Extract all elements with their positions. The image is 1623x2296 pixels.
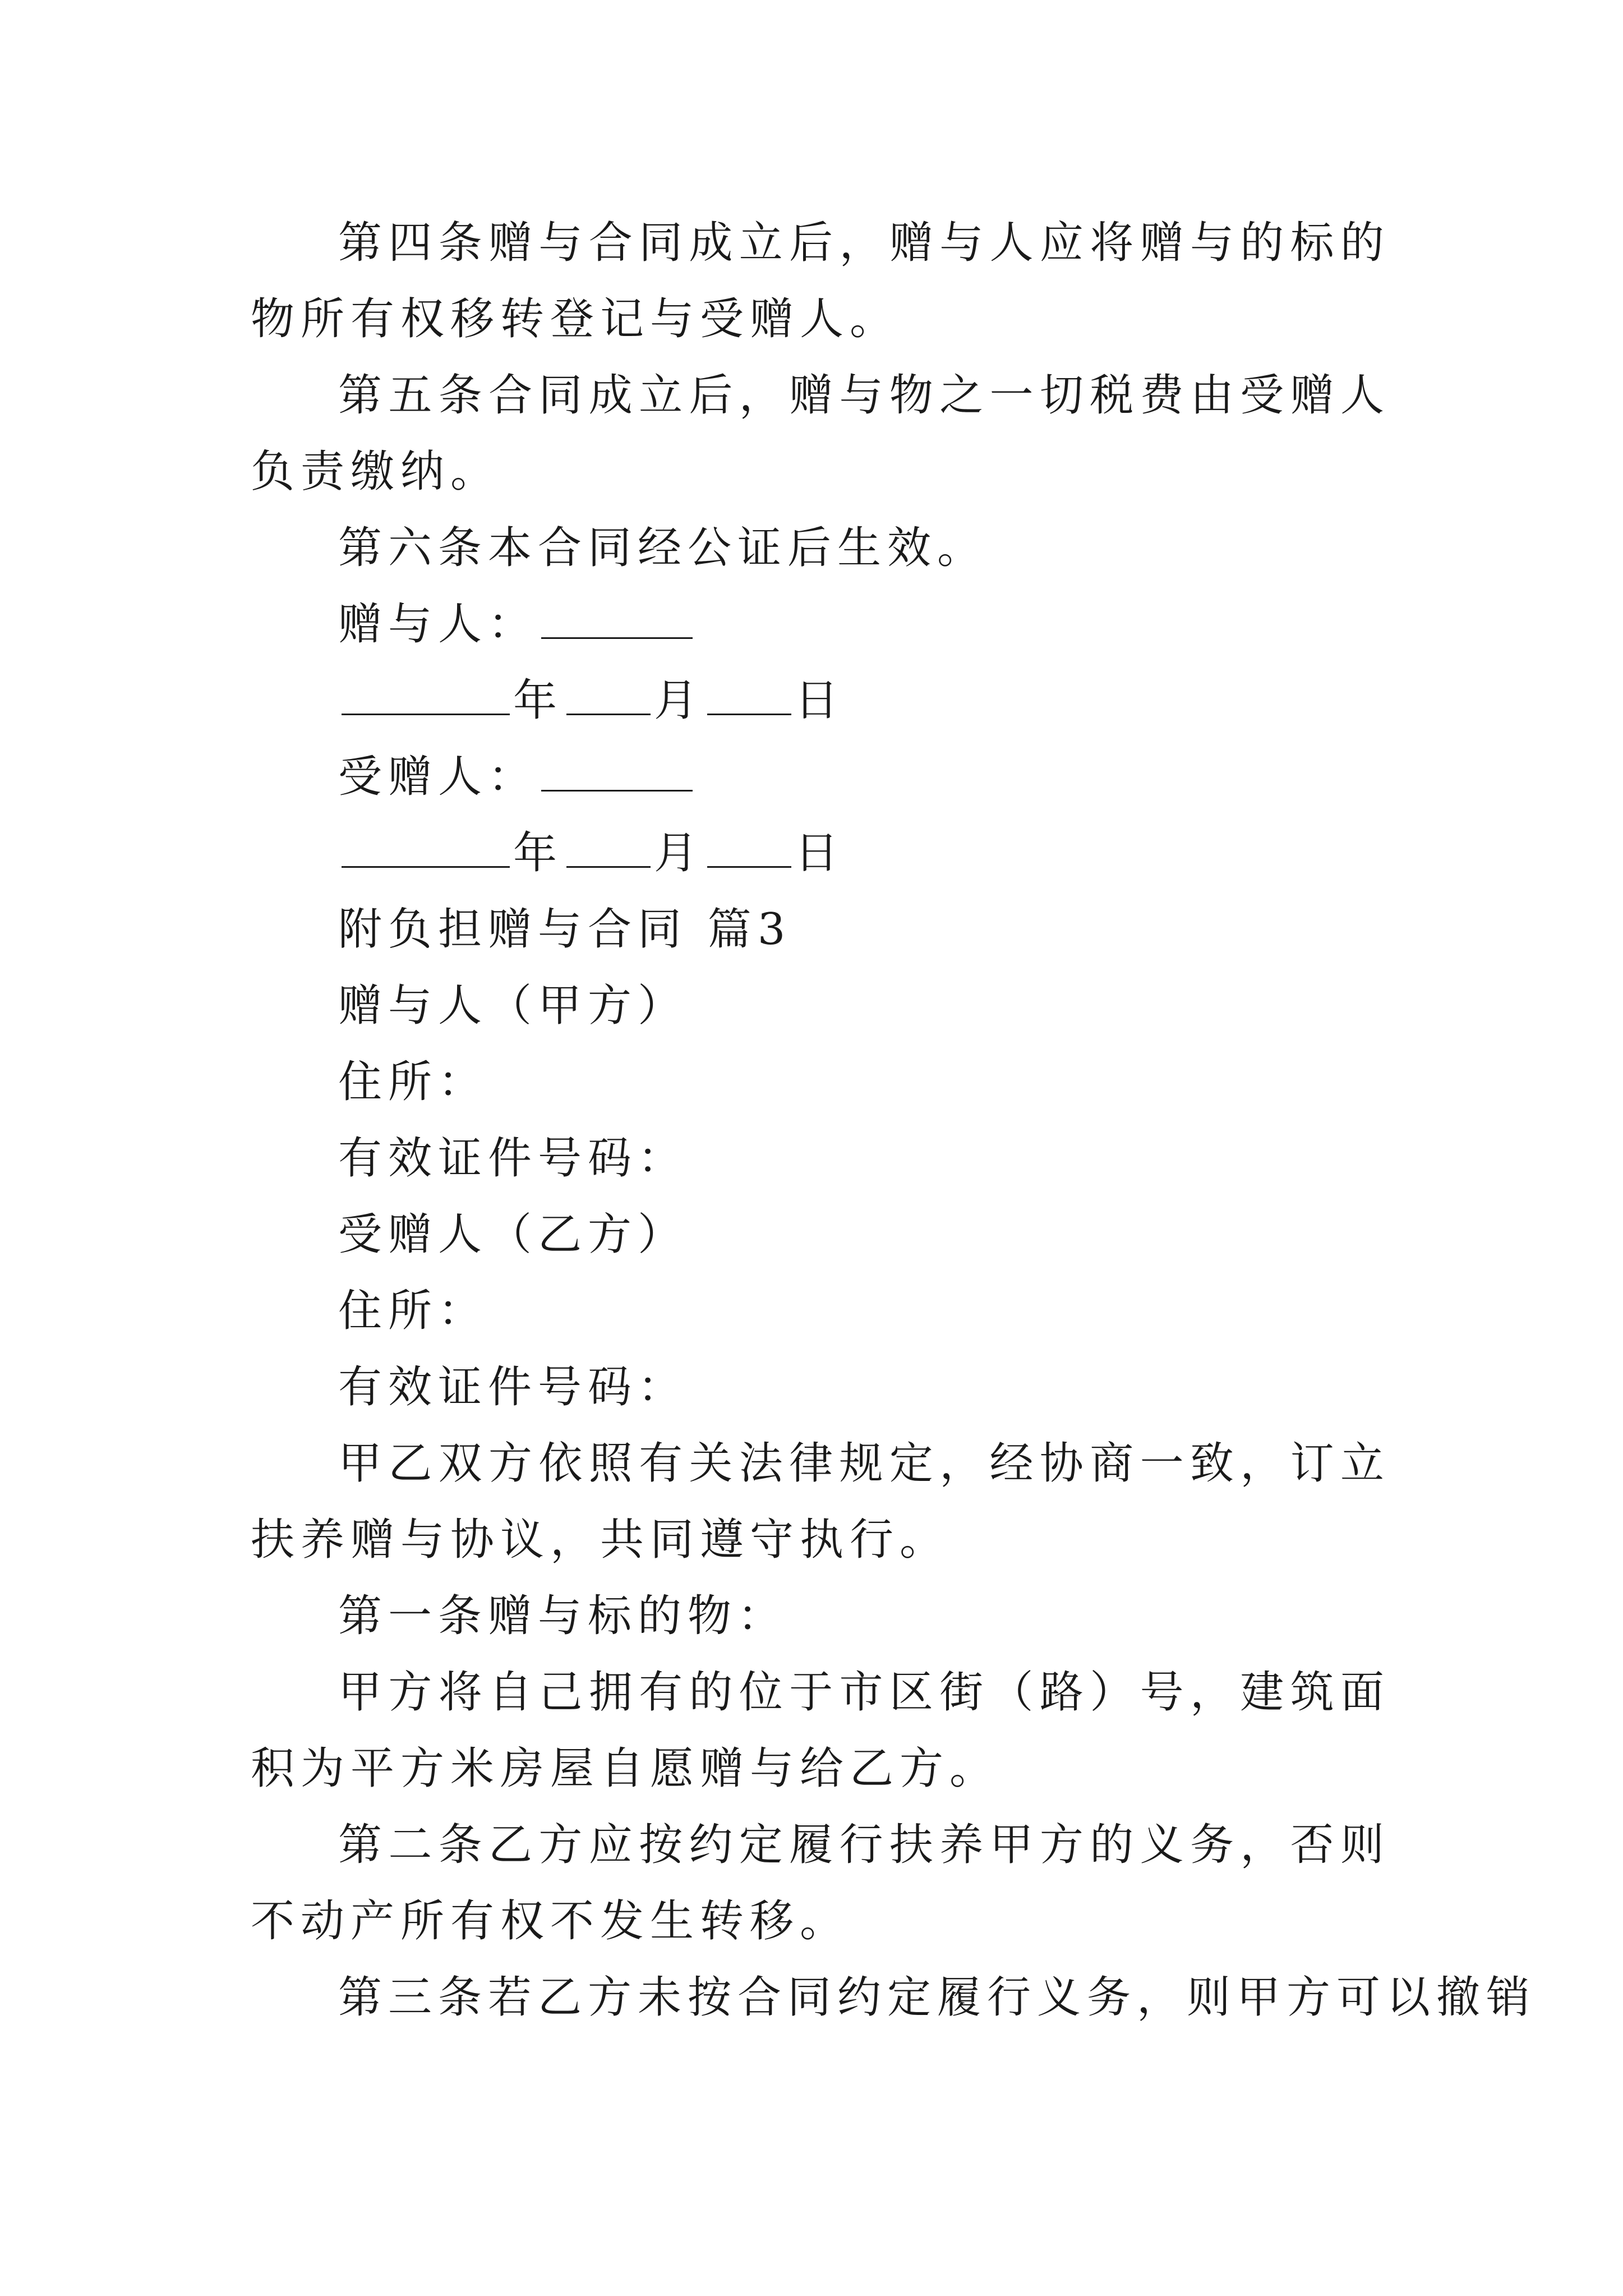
donee-signature-line	[251, 739, 1390, 815]
article-2-paragraph: 第二条乙方应按约定履行扶养甲方的义务，否则不动产所有权不发生转移。	[251, 1820, 1390, 1947]
article-1-body: 甲方将自己拥有的位于市区街（路）号，建筑面积为平方米房屋自愿赠与给乙方。	[251, 1667, 1390, 1794]
document-body	[251, 205, 1537, 2036]
article-3-paragraph: 第三条若乙方未按合同约定履行义务，则甲方可以撤销	[338, 1972, 1537, 2023]
donee-label: 受赠人：	[338, 752, 538, 802]
month-blank	[566, 827, 651, 868]
article-4-paragraph: 第四条赠与合同成立后，赠与人应将赠与的标的物所有权移转登记与受赠人。	[251, 218, 1390, 344]
day-blank	[707, 674, 791, 715]
month-blank	[566, 674, 651, 715]
year-label: 年	[513, 828, 564, 878]
section-title: 附负担赠与合同 篇3	[338, 904, 792, 955]
party-b-id: 有效证件号码：	[338, 1362, 688, 1412]
donor-blank	[541, 598, 693, 639]
article-6-paragraph: 第六条本合同经公证后生效。	[338, 523, 988, 573]
donor-date-line	[251, 662, 1390, 739]
party-b-address: 住所：	[338, 1286, 488, 1336]
day-label: 日	[795, 675, 845, 726]
party-b-heading: 受赠人（乙方）	[338, 1209, 688, 1260]
day-label: 日	[795, 828, 845, 878]
donee-date-line	[251, 815, 1390, 891]
year-blank	[342, 674, 510, 715]
party-a-address: 住所：	[338, 1057, 488, 1107]
month-label: 月	[654, 828, 704, 878]
year-label: 年	[513, 675, 564, 726]
donor-label: 赠与人：	[338, 599, 538, 650]
article-1-title: 第一条赠与标的物：	[338, 1591, 788, 1641]
day-blank	[707, 827, 791, 868]
agreement-intro-paragraph: 甲乙双方依照有关法律规定，经协商一致，订立扶养赠与协议，共同遵守执行。	[251, 1438, 1390, 1565]
article-5-paragraph: 第五条合同成立后，赠与物之一切税费由受赠人负责缴纳。	[251, 370, 1390, 497]
year-blank	[342, 827, 510, 868]
month-label: 月	[654, 675, 704, 726]
donor-signature-line	[251, 586, 1390, 662]
party-a-id: 有效证件号码：	[338, 1133, 688, 1184]
party-a-heading: 赠与人（甲方）	[338, 981, 688, 1031]
donee-blank	[541, 751, 693, 792]
